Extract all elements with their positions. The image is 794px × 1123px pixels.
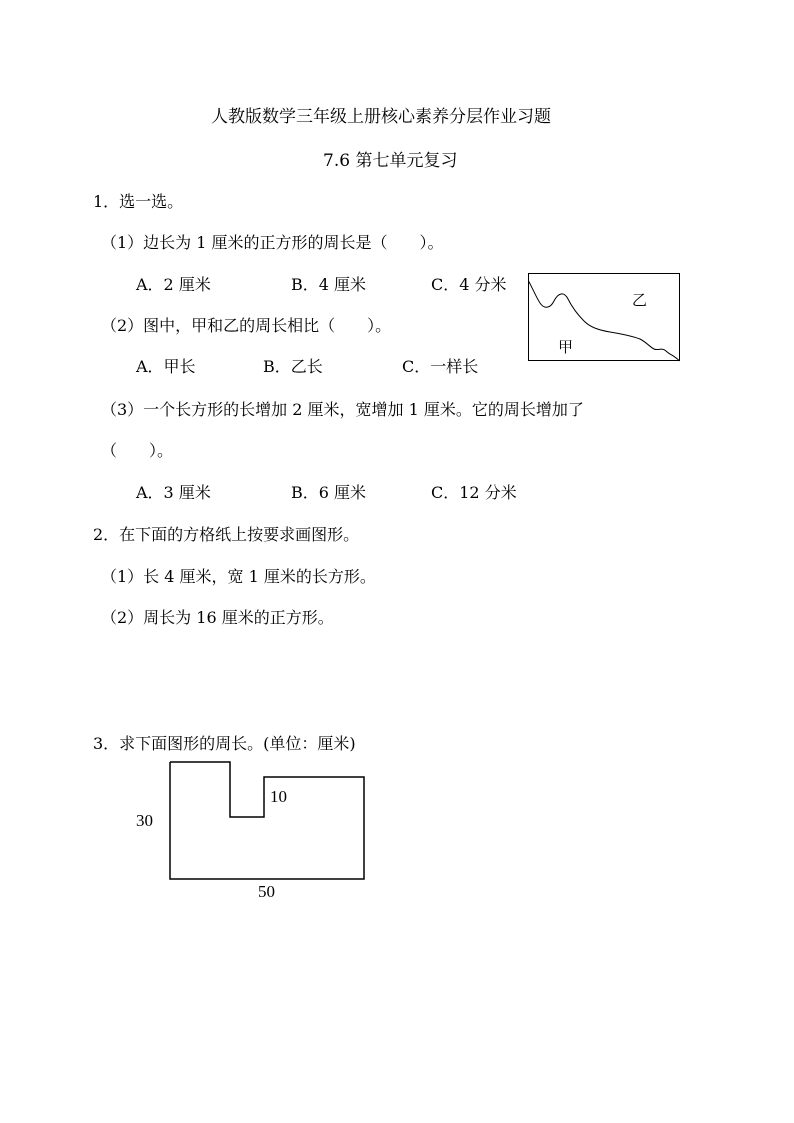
q3-heading: 3．求下面图形的周长。(单位：厘米)	[93, 734, 356, 753]
figure-wavy-divider	[529, 281, 680, 361]
figure-label-jia: 甲	[558, 338, 574, 356]
q3-shape-figure	[130, 758, 430, 908]
q1-sub1-text: （1）边长为 1 厘米的正方形的周长是（ ）。	[101, 233, 444, 252]
page-subtitle: 7.6 第七单元复习	[323, 151, 458, 171]
jia-yi-figure	[528, 273, 680, 361]
q1-sub3-option-c: C．12 分米	[431, 483, 517, 502]
q1-sub3-text: （3）一个长方形的长增加 2 厘米，宽增加 1 厘米。它的周长增加了	[101, 400, 584, 419]
q1-sub1-option-c: C．4 分米	[431, 275, 507, 294]
figure-border	[529, 274, 680, 361]
q1-sub2-option-c: C．一样长	[402, 357, 479, 376]
q2-sub2-text: （2）周长为 16 厘米的正方形。	[101, 608, 334, 627]
q2-heading: 2．在下面的方格纸上按要求画图形。	[93, 525, 360, 544]
figure-label-yi: 乙	[632, 291, 648, 309]
q1-sub3-option-a: A．3 厘米	[136, 483, 211, 502]
q1-sub3-option-b: B．6 厘米	[291, 483, 367, 502]
page-title: 人教版数学三年级上册核心素养分层作业习题	[211, 107, 551, 127]
q1-sub2-text: （2）图中，甲和乙的周长相比（ ）。	[101, 316, 392, 335]
q1-sub2-option-b: B．乙长	[263, 357, 323, 376]
q1-sub1-option-a: A．2 厘米	[136, 275, 211, 294]
q3-label-height: 30	[136, 811, 153, 830]
q1-sub3-text-cont: （ ）。	[101, 441, 174, 460]
q1-sub2-option-a: A．甲长	[136, 357, 196, 376]
q1-heading: 1．选一选。	[93, 192, 184, 211]
q3-shape-outline	[170, 762, 364, 879]
q3-label-notch: 10	[270, 787, 287, 806]
q1-sub1-option-b: B．4 厘米	[291, 275, 367, 294]
q3-label-width: 50	[258, 882, 275, 901]
q2-sub1-text: （1）长 4 厘米，宽 1 厘米的长方形。	[101, 567, 376, 586]
